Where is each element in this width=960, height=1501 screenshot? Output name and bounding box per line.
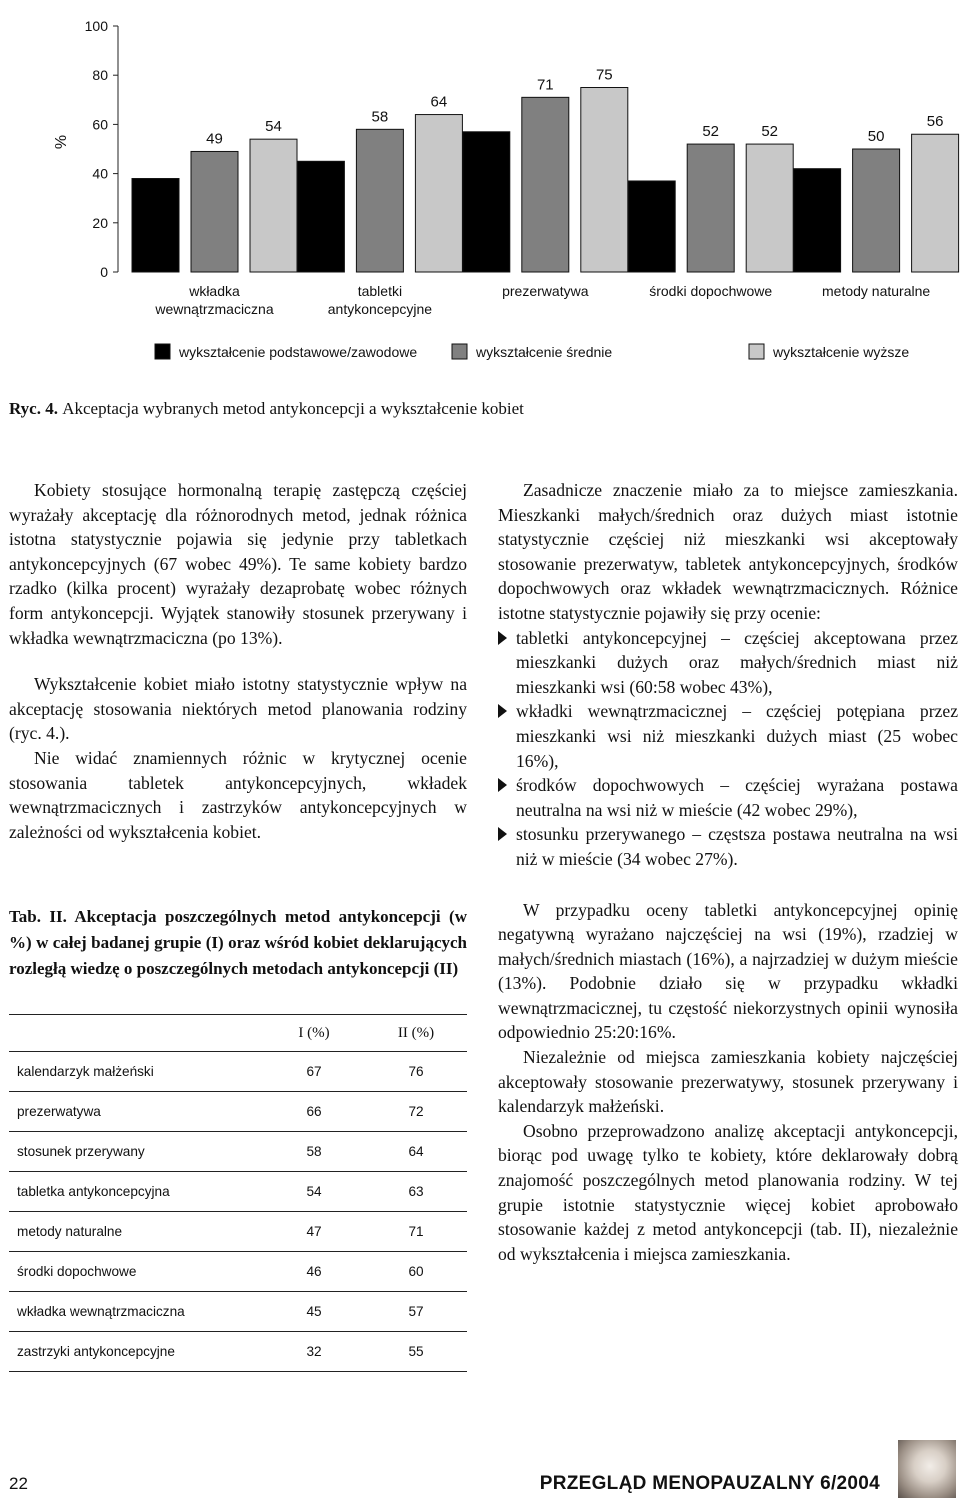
category-labels [154, 283, 930, 317]
y-tick-label: 40 [92, 165, 108, 182]
list-item [498, 626, 958, 700]
bullet-icon [498, 778, 507, 792]
table-row [9, 1052, 467, 1092]
table-cell-value: 67 [263, 1052, 365, 1092]
right-column [498, 478, 958, 1266]
table-cell-value: 72 [365, 1092, 467, 1132]
bar [463, 132, 510, 272]
category-label: prezerwatywa [502, 283, 589, 299]
bar-value-label: 56 [926, 113, 944, 131]
paragraph: Niezależnie od miejsca zamieszkania kobiety najczęściej akceptowały stosowanie prezerwatywy, stosunek przerywany i kalendarzyk małżeński. [498, 1047, 958, 1117]
legend-swatch [155, 344, 170, 359]
paragraph: Kobiety stosujące hormonalną terapię zastępczą częściej wyrażały akceptację dla różnorodnych metod, jednak różnica istotna statystycznie pojawia się jedynie przy tabletkach antykoncepcyjnych (67 wobec 49%). Te same kobiety bardzo rzadko (kilka procent) wyrażały dezaprobatę wobec różnych form antykoncepcji. Wyjątek stanowiły stosunek przerywany i wkładka wewnątrzmaciczna (po 13%). [9, 480, 467, 648]
figure-caption [9, 399, 524, 419]
paragraph: W przypadku oceny tabletki antykoncepcyjnej opinię negatywną wyrażano najczęściej na wsi (19%), rzadziej w małych/średnich miastach (16%), a najrzadziej w dużym mieście (13%). Podobnie działo się w przypadku wkładki wewnątrzmacicznej, tu częstość niekorzystnych opinii wynosiła odpowiednio 25:20:16%. [498, 899, 958, 1043]
bar [132, 179, 179, 272]
table-cell-value: 54 [263, 1172, 365, 1212]
bar [794, 169, 841, 272]
table-label: Tab. II. [9, 907, 67, 926]
table-header [9, 1015, 263, 1052]
table-cell-method: kalendarzyk małżeński [9, 1052, 263, 1092]
journal-title: PRZEGLĄD MENOPAUZALNY 6/2004 [539, 1473, 880, 1494]
bar [687, 144, 734, 272]
bar-value-label: 64 [430, 93, 448, 111]
figure-caption-text: Akceptacja wybranych metod antykoncepcji a wykształcenie kobiet [62, 399, 524, 418]
table-row [9, 1092, 467, 1132]
bar-value-label: 54 [265, 118, 282, 136]
bar [250, 139, 297, 272]
bar-value-label: 52 [761, 123, 779, 141]
left-column [9, 478, 467, 844]
paragraph: Zasadnicze znaczenie miało za to miejsce zamieszkania. Mieszkanki małych/średnich oraz dużych miast istotnie statystycznie częściej niż mieszkanki wsi akceptowały stosowanie prezerwatyw, tabletek antykoncepcyjnych, środków dopochwowych oraz wkładek wewnątrzmacicznych. Różnice istotne statystycznie pojawiły się przy ocenie: [498, 480, 958, 623]
list-item [498, 773, 958, 822]
table-cell-value: 46 [263, 1252, 365, 1292]
bar [581, 88, 628, 273]
table-row [9, 1132, 467, 1172]
category-label: wkładka wewnątrzmaciczna [155, 283, 274, 317]
category-label: środki dopochwowe [649, 283, 773, 299]
paragraph: Wykształcenie kobiet miało istotny statystycznie wpływ na akceptację stosowania niektórych metod planowania rodziny (ryc. 4.). [9, 674, 467, 744]
table-row [9, 1172, 467, 1212]
table-cell-method: wkładka wewnątrzmaciczna [9, 1292, 263, 1332]
bullet-icon [498, 704, 507, 718]
legend-label: wykształcenie wyższe [773, 344, 910, 360]
table-cell-value: 57 [365, 1292, 467, 1332]
legend-swatch [749, 344, 764, 359]
bullet-icon [498, 827, 507, 841]
list-item-text: tabletki antykoncepcyjnej – częściej akceptowana przez mieszkanki dużych oraz małych/średnich miast niż mieszkanki wsi (60:58 wobec 43%), [516, 627, 958, 697]
figure-label: Ryc. 4. [9, 399, 58, 418]
paragraph: Nie widać znamiennych różnic w krytycznej ocenie stosowania tabletek antykoncepcyjnych, wkładek wewnątrzmacicznych i zastrzyków antykoncepcyjnych w zależności od wykształcenia kobiet. [9, 747, 467, 842]
table-header: II (%) [365, 1015, 467, 1052]
table-cell-value: 32 [263, 1332, 365, 1372]
table-cell-method: prezerwatywa [9, 1092, 263, 1132]
y-tick-label: 0 [100, 264, 108, 280]
data-table [9, 1014, 467, 1372]
bullet-list [498, 626, 958, 872]
legend-label: wykształcenie średnie [476, 344, 613, 360]
table-cell-method: tabletka antykoncepcyjna [9, 1172, 263, 1212]
y-tick-label: 80 [92, 67, 108, 84]
table-cell-value: 60 [365, 1252, 467, 1292]
bar [297, 161, 344, 272]
bar [415, 115, 462, 272]
list-item-text: stosunku przerywanego – częstsza postawa neutralna na wsi niż w mieście (34 wobec 27%). [516, 824, 958, 869]
table-cell-value: 47 [263, 1212, 365, 1252]
bars [132, 67, 959, 273]
table-cell-value: 55 [365, 1332, 467, 1372]
bar-value-label: 49 [206, 130, 223, 148]
bar [356, 129, 403, 272]
table-cell-value: 66 [263, 1092, 365, 1132]
y-tick-label: 60 [92, 116, 108, 133]
table-caption [9, 904, 467, 982]
table-row [9, 1292, 467, 1332]
table-header-row [9, 1015, 467, 1052]
table-cell-method: stosunek przerywany [9, 1132, 263, 1172]
table-cell-value: 45 [263, 1292, 365, 1332]
table-cell-method: metody naturalne [9, 1212, 263, 1252]
bullet-icon [498, 631, 507, 645]
category-label: tabletki antykoncepcyjne [327, 283, 433, 317]
table-header: I (%) [263, 1015, 365, 1052]
legend-swatch [452, 344, 467, 359]
table-caption-text: Akceptacja poszczególnych metod antykoncepcji (w %) w całej badanej grupie (I) oraz wśród kobiet deklarujących rozległą wiedzę o poszczególnych metodach antykoncepcji (II) [9, 907, 467, 978]
table-cell-value: 64 [365, 1132, 467, 1172]
page-number: 22 [9, 1474, 28, 1493]
bar [912, 134, 959, 272]
table-row [9, 1332, 467, 1372]
y-tick-label: 20 [92, 214, 108, 231]
list-item [498, 699, 958, 773]
bar-chart [0, 0, 960, 380]
list-item-text: wkładki wewnątrzmacicznej – częściej potępiana przez mieszkanki wsi niż mieszkanki dużych miast (25 wobec 16%), [516, 701, 958, 771]
table-cell-method: zastrzyki antykoncepcyjne [9, 1332, 263, 1372]
table-cell-value: 63 [365, 1172, 467, 1212]
portrait-photo [898, 1440, 956, 1498]
bar-value-label: 50 [867, 128, 885, 145]
y-axis [53, 18, 118, 280]
bar-value-label: 75 [595, 66, 613, 84]
legend-label: wykształcenie podstawowe/zawodowe [179, 344, 418, 360]
bar-value-label: 71 [536, 76, 554, 94]
bar [191, 151, 238, 272]
bar [522, 97, 569, 272]
table-row [9, 1212, 467, 1252]
bar-value-label: 52 [702, 123, 720, 141]
bar-value-label: 58 [371, 108, 389, 126]
bar [746, 144, 793, 272]
table-cell-value: 76 [365, 1052, 467, 1092]
paragraph: Osobno przeprowadzono analizę akceptacji antykoncepcji, biorąc pod uwagę tylko te kobiety, które deklarowały dobrą znajomość poszczególnych metod planowania rodziny. W tej grupie istotnie statystycznie więcej kobiet aprobowało stosowanie każdej z metod antykoncepcji (tab. II), niezależnie od wykształcenia i miejsca zamieszkania. [498, 1120, 958, 1264]
table-cell-value: 58 [263, 1132, 365, 1172]
list-item [498, 822, 958, 871]
table-row [9, 1252, 467, 1292]
legend [155, 344, 909, 360]
category-label: metody naturalne [822, 283, 931, 299]
y-tick-label: 100 [84, 18, 108, 34]
bar [628, 181, 675, 272]
y-axis-label: % [53, 134, 70, 150]
table-cell-value: 71 [365, 1212, 467, 1252]
list-item-text: środków dopochwowych – częściej wyrażana postawa neutralna na wsi niż w mieście (42 wobec 29%), [516, 775, 958, 820]
table-cell-method: środki dopochwowe [9, 1252, 263, 1292]
bar [853, 149, 900, 272]
